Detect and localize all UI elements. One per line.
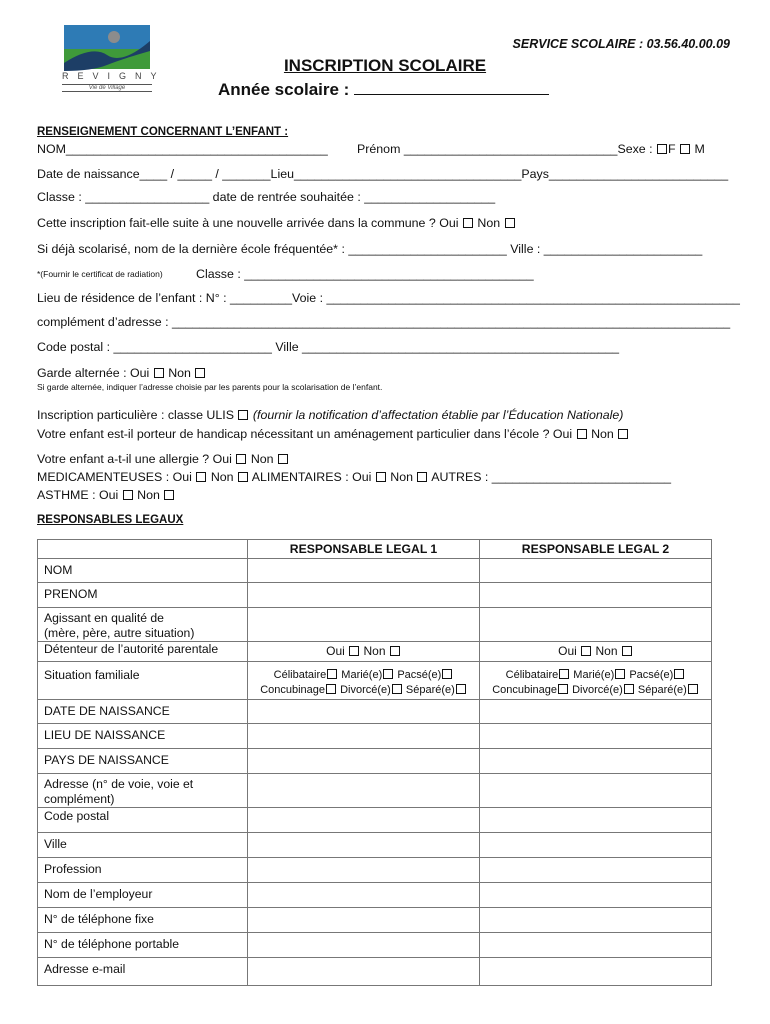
- ulis-question: [37, 408, 623, 422]
- col-guardian-2: RESPONSABLE LEGAL 2: [480, 540, 712, 559]
- g2-autorite-yes-checkbox[interactable]: [581, 646, 591, 656]
- sex-f-checkbox[interactable]: [657, 144, 667, 154]
- g1-situation-cell: [248, 662, 480, 700]
- g1-sit-separe-checkbox[interactable]: [456, 684, 466, 694]
- g2-sit-celibataire-checkbox[interactable]: [559, 669, 569, 679]
- g2-sit-divorce-checkbox[interactable]: [624, 684, 634, 694]
- g2-prenom-cell[interactable]: [480, 583, 712, 608]
- g1-adresse-cell[interactable]: [248, 774, 480, 808]
- service-phone: SERVICE SCOLAIRE : 03.56.40.00.09: [512, 37, 730, 51]
- g1-nom-cell[interactable]: [248, 559, 480, 583]
- previous-school-field[interactable]: Si déjà scolarisé, nom de la dernière école fréquentée* : _______________________ Ville : _______________________: [37, 242, 703, 256]
- row-label-qualite: [38, 608, 248, 642]
- shared-custody-label: Garde alternée : Oui: [37, 366, 150, 380]
- row-label-code-postal: Code postal: [38, 808, 248, 833]
- g1-profession-cell[interactable]: [248, 858, 480, 883]
- g2-sit-separe: Séparé(e): [637, 684, 687, 696]
- g1-autorite-yes-label: Oui: [326, 644, 345, 658]
- allergy-yes-checkbox[interactable]: [236, 454, 246, 464]
- g2-tel-fixe-cell[interactable]: [480, 908, 712, 933]
- g2-date-naissance-cell[interactable]: [480, 700, 712, 724]
- g2-profession-cell[interactable]: [480, 858, 712, 883]
- row-label-situation: Situation familiale: [38, 662, 248, 700]
- guardians-table: [37, 539, 712, 986]
- other-allergy-field[interactable]: AUTRES : __________________________: [431, 470, 671, 484]
- g1-sit-marie-checkbox[interactable]: [383, 669, 393, 679]
- residence-field[interactable]: Lieu de résidence de l’enfant : N° : _________Voie : ____________________________________________________________: [37, 291, 740, 305]
- shared-custody-note: Si garde alternée, indiquer l’adresse choisie par les parents pour la scolarisation de l’enfant.: [37, 382, 383, 392]
- g2-sit-marie-checkbox[interactable]: [615, 669, 625, 679]
- class-field[interactable]: Classe : __________________ date de rentrée souhaitée : ___________________: [37, 190, 496, 204]
- g1-tel-portable-cell[interactable]: [248, 933, 480, 958]
- row-label-email: Adresse e-mail: [38, 958, 248, 986]
- school-year-field[interactable]: [354, 80, 549, 95]
- g1-code-postal-cell[interactable]: [248, 808, 480, 833]
- medic-no-checkbox[interactable]: [238, 472, 248, 482]
- birth-field[interactable]: Date de naissance____ / _____ / _______Lieu_________________________________Pays__________________________: [37, 167, 729, 181]
- g2-email-cell[interactable]: [480, 958, 712, 986]
- handicap-no-label: Non: [591, 427, 614, 441]
- food-no-label: Non: [390, 470, 413, 484]
- asthma-no-label: Non: [137, 488, 160, 502]
- food-no-checkbox[interactable]: [417, 472, 427, 482]
- school-year-label: Année scolaire :: [218, 80, 350, 99]
- g2-adresse-cell[interactable]: [480, 774, 712, 808]
- g1-sit-divorce-checkbox[interactable]: [392, 684, 402, 694]
- g2-sit-concubinage: Concubinage: [492, 684, 558, 696]
- allergy-types: [37, 470, 671, 484]
- adresse-label-1: Adresse (n° de voie, voie et: [44, 777, 194, 791]
- g1-sit-concubinage-checkbox[interactable]: [326, 684, 336, 694]
- medic-no-label: Non: [210, 470, 234, 484]
- new-arrival-no-checkbox[interactable]: [505, 218, 515, 228]
- g1-employeur-cell[interactable]: [248, 883, 480, 908]
- shared-custody-yes-checkbox[interactable]: [154, 368, 164, 378]
- allergy-no-checkbox[interactable]: [278, 454, 288, 464]
- ulis-label: Inscription particulière : classe ULIS: [37, 408, 234, 422]
- child-section-title: RENSEIGNEMENT CONCERNANT L’ENFANT :: [37, 126, 289, 138]
- g1-sit-divorce: Divorcé(e): [340, 684, 391, 696]
- row-label-prenom: PRENOM: [38, 583, 248, 608]
- row-label-tel-fixe: N° de téléphone fixe: [38, 908, 248, 933]
- g2-sit-marie: Marié(e): [573, 669, 615, 681]
- shared-custody-question: [37, 366, 206, 380]
- g2-autorite-no-checkbox[interactable]: [622, 646, 632, 656]
- sex-f-label: F: [668, 142, 676, 156]
- g1-sit-concubinage: Concubinage: [260, 684, 326, 696]
- new-arrival-question: [37, 216, 516, 230]
- g2-tel-portable-cell[interactable]: [480, 933, 712, 958]
- shared-custody-no-checkbox[interactable]: [195, 368, 205, 378]
- address-complement-field[interactable]: complément d’adresse : _________________________________________________________________________________: [37, 315, 731, 329]
- g2-sit-celibataire: Célibataire: [505, 669, 559, 681]
- handicap-label: Votre enfant est-il porteur de handicap nécessitant un aménagement particulier dans l’école ? Oui: [37, 427, 573, 441]
- qualite-label-2: (mère, père, autre situation): [44, 626, 195, 640]
- asthma-question: [37, 488, 175, 502]
- g1-prenom-cell[interactable]: [248, 583, 480, 608]
- asthma-label: ASTHME : Oui: [37, 488, 119, 502]
- shared-custody-no-label: Non: [168, 366, 191, 380]
- handicap-question: [37, 427, 629, 441]
- g2-sit-divorce: Divorcé(e): [572, 684, 623, 696]
- child-name-field[interactable]: NOM______________________________________: [37, 142, 328, 156]
- g2-autorite-cell: [480, 642, 712, 662]
- qualite-label-1: Agissant en qualité de: [44, 611, 164, 625]
- g2-nom-cell[interactable]: [480, 559, 712, 583]
- g2-qualite-cell[interactable]: [480, 608, 712, 642]
- g1-pays-naissance-cell[interactable]: [248, 749, 480, 774]
- g2-sit-concubinage-checkbox[interactable]: [558, 684, 568, 694]
- header-empty: [38, 540, 248, 559]
- adresse-label-2: complément): [44, 792, 115, 806]
- g1-sit-separe: Séparé(e): [405, 684, 455, 696]
- medic-label: MEDICAMENTEUSES : Oui: [37, 470, 192, 484]
- postal-code-field[interactable]: Code postal : _______________________ Ville ______________________________________________: [37, 340, 620, 354]
- g2-sit-pacse-checkbox[interactable]: [674, 669, 684, 679]
- g1-sit-celibataire: Célibataire: [273, 669, 327, 681]
- row-label-adresse: [38, 774, 248, 808]
- col-guardian-1: RESPONSABLE LEGAL 1: [248, 540, 480, 559]
- sex-m-checkbox[interactable]: [680, 144, 690, 154]
- row-label-profession: Profession: [38, 858, 248, 883]
- row-label-tel-portable: N° de téléphone portable: [38, 933, 248, 958]
- g2-sit-pacse: Pacsé(e): [629, 669, 674, 681]
- logo-text: REVIGNY: [62, 71, 166, 81]
- child-firstname-field[interactable]: Prénom _______________________________Sexe :: [357, 142, 653, 156]
- g1-sit-pacse-checkbox[interactable]: [442, 669, 452, 679]
- g2-lieu-naissance-cell[interactable]: [480, 724, 712, 749]
- row-label-autorite: Détenteur de l’autorité parentale: [38, 642, 248, 662]
- g2-ville-cell[interactable]: [480, 833, 712, 858]
- page-title: INSCRIPTION SCOLAIRE: [283, 56, 487, 75]
- asthma-no-checkbox[interactable]: [164, 490, 174, 500]
- ulis-checkbox[interactable]: [238, 410, 248, 420]
- g1-sit-marie: Marié(e): [341, 669, 383, 681]
- row-label-nom: NOM: [38, 559, 248, 583]
- school-year: [218, 80, 549, 100]
- g1-autorite-no-checkbox[interactable]: [390, 646, 400, 656]
- row-label-employeur: Nom de l’employeur: [38, 883, 248, 908]
- g2-employeur-cell[interactable]: [480, 883, 712, 908]
- new-arrival-yes-checkbox[interactable]: [463, 218, 473, 228]
- radiation-note: *(Fournir le certificat de radiation): [37, 269, 163, 279]
- food-label: ALIMENTAIRES : Oui: [251, 470, 372, 484]
- new-arrival-label: Cette inscription fait-elle suite à une nouvelle arrivée dans la commune ? Oui: [37, 216, 459, 230]
- row-label-pays-naissance: PAYS DE NAISSANCE: [38, 749, 248, 774]
- g1-date-naissance-cell[interactable]: [248, 700, 480, 724]
- g2-situation-cell: [480, 662, 712, 700]
- sex-m-label: M: [694, 142, 705, 156]
- medic-yes-checkbox[interactable]: [196, 472, 206, 482]
- g2-autorite-no-label: Non: [595, 644, 618, 658]
- g1-autorite-no-label: Non: [363, 644, 386, 658]
- g1-autorite-cell: [248, 642, 480, 662]
- handicap-no-checkbox[interactable]: [618, 429, 628, 439]
- g2-code-postal-cell[interactable]: [480, 808, 712, 833]
- g1-ville-cell[interactable]: [248, 833, 480, 858]
- row-label-date-naissance: DATE DE NAISSANCE: [38, 700, 248, 724]
- ulis-note: (fournir la notification d’affectation établie par l’Éducation Nationale): [252, 408, 624, 422]
- g1-lieu-naissance-cell[interactable]: [248, 724, 480, 749]
- allergy-label: Votre enfant a-t-il une allergie ? Oui: [37, 452, 232, 466]
- g1-autorite-yes-checkbox[interactable]: [349, 646, 359, 656]
- food-yes-checkbox[interactable]: [376, 472, 386, 482]
- g2-autorite-yes-label: Oui: [558, 644, 577, 658]
- new-arrival-no-label: Non: [477, 216, 501, 230]
- g1-qualite-cell[interactable]: [248, 608, 480, 642]
- g1-email-cell[interactable]: [248, 958, 480, 986]
- asthma-yes-checkbox[interactable]: [123, 490, 133, 500]
- g1-sit-pacse: Pacsé(e): [397, 669, 442, 681]
- g2-sit-separe-checkbox[interactable]: [688, 684, 698, 694]
- row-label-lieu-naissance: LIEU DE NAISSANCE: [38, 724, 248, 749]
- child-firstname-sex: [357, 142, 705, 156]
- g1-tel-fixe-cell[interactable]: [248, 908, 480, 933]
- guardians-section-title: RESPONSABLES LEGAUX: [37, 514, 184, 526]
- allergy-question: [37, 452, 289, 466]
- previous-class-field[interactable]: Classe : __________________________________________: [196, 267, 534, 281]
- handicap-yes-checkbox[interactable]: [577, 429, 587, 439]
- g2-pays-naissance-cell[interactable]: [480, 749, 712, 774]
- logo-tagline: Vie de Village: [62, 84, 152, 92]
- g1-sit-celibataire-checkbox[interactable]: [327, 669, 337, 679]
- row-label-ville: Ville: [38, 833, 248, 858]
- allergy-no-label: Non: [250, 452, 274, 466]
